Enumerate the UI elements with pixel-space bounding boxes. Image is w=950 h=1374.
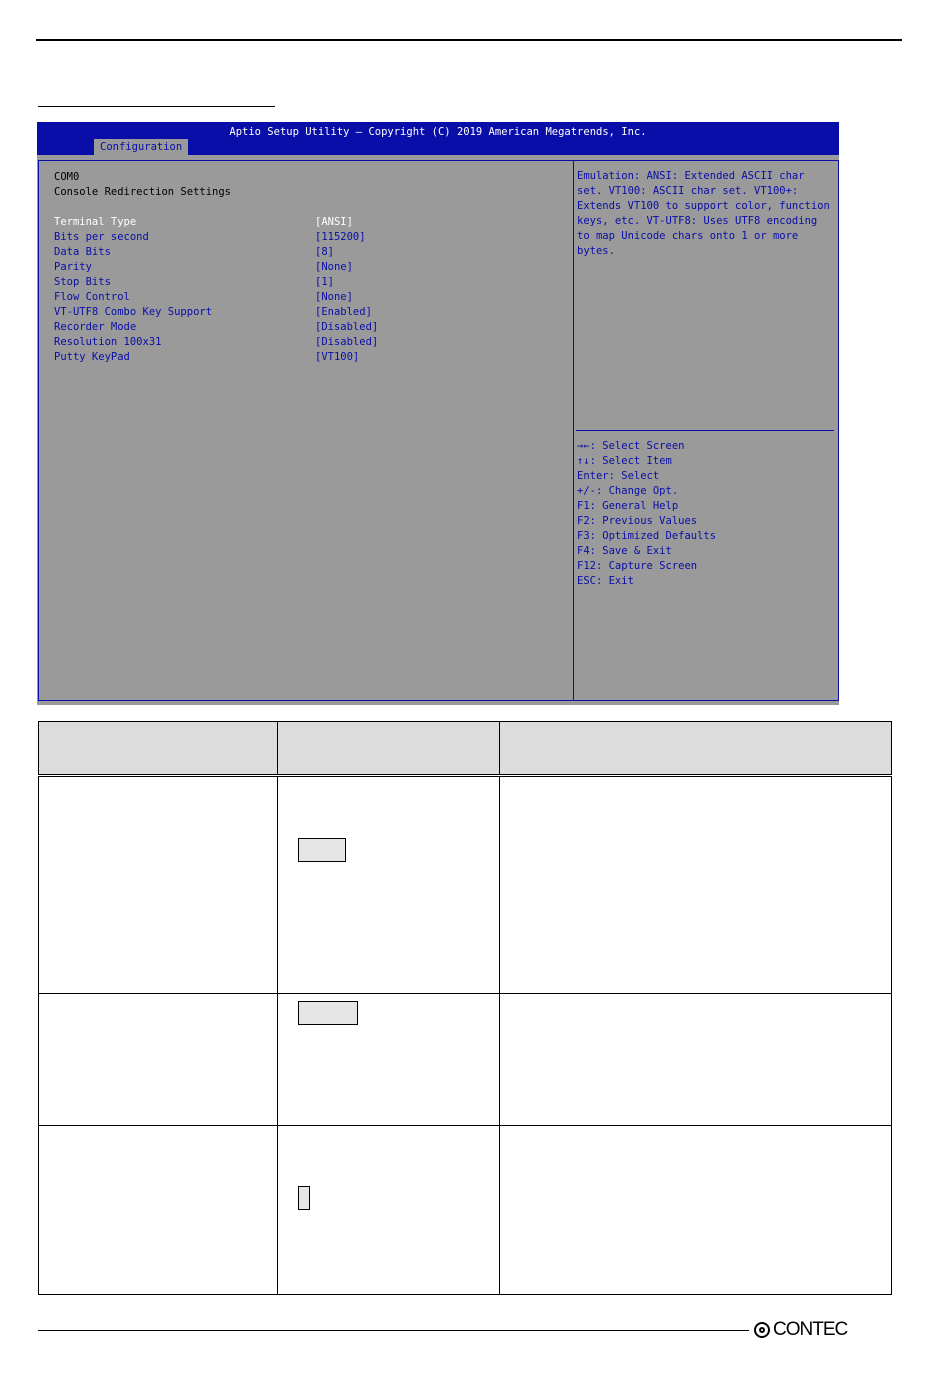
- help-divider: [576, 430, 834, 431]
- key-help-f2: F2: Previous Values: [577, 515, 698, 527]
- setting-vt-utf8-combo-key-label[interactable]: VT-UTF8 Combo Key Support: [54, 306, 213, 318]
- table-cell: [39, 1126, 278, 1295]
- setting-vt-utf8-combo-key-value[interactable]: [Enabled]: [315, 306, 372, 318]
- key-help-f12: F12: Capture Screen: [577, 560, 698, 572]
- setting-terminal-type-value[interactable]: [ANSI]: [315, 216, 353, 228]
- heading-underline: [38, 106, 275, 107]
- key-help-select-screen: →←: Select Screen: [577, 440, 685, 452]
- table-cell: [500, 776, 892, 994]
- table-cell: [500, 994, 892, 1126]
- table-header-row: [39, 722, 892, 776]
- key-image-box: [298, 1186, 310, 1210]
- top-rule: [36, 39, 902, 41]
- key-image-box: [298, 838, 346, 862]
- setting-putty-keypad-label[interactable]: Putty KeyPad: [54, 351, 130, 363]
- key-help-f3: F3: Optimized Defaults: [577, 530, 717, 542]
- setting-stop-bits-label[interactable]: Stop Bits: [54, 276, 111, 288]
- bios-header: [37, 122, 839, 155]
- contec-brand: CONTEC: [773, 1319, 848, 1340]
- setting-recorder-mode-value[interactable]: [Disabled]: [315, 321, 379, 333]
- table-cell: [39, 994, 278, 1126]
- table-header-cell: [278, 722, 500, 776]
- contec-logo: [754, 1318, 847, 1342]
- setting-resolution-label[interactable]: Resolution 100x31: [54, 336, 162, 348]
- subsection-title: Console Redirection Settings: [54, 186, 232, 198]
- table-header-cell: [500, 722, 892, 776]
- setting-bits-per-second-value[interactable]: [115200]: [315, 231, 366, 243]
- settings-description-table: [38, 721, 892, 1295]
- setting-data-bits-value[interactable]: [8]: [315, 246, 334, 258]
- bios-title: Aptio Setup Utility – Copyright (C) 2019 American Megatrends, Inc.: [229, 126, 647, 138]
- setting-stop-bits-value[interactable]: [1]: [315, 276, 334, 288]
- section-title: COM0: [54, 171, 80, 183]
- tab-configuration[interactable]: Configuration: [94, 139, 188, 155]
- table-cell: [278, 776, 500, 994]
- contec-mark-icon: [754, 1322, 770, 1338]
- table-cell: [278, 1126, 500, 1295]
- table-row: [39, 776, 892, 994]
- setting-data-bits-label[interactable]: Data Bits: [54, 246, 111, 258]
- setting-putty-keypad-value[interactable]: [VT100]: [315, 351, 360, 363]
- table-header-cell: [39, 722, 278, 776]
- table-row: [39, 994, 892, 1126]
- setting-parity-value[interactable]: [None]: [315, 261, 353, 273]
- key-image-box: [298, 1001, 358, 1025]
- setting-bits-per-second-label[interactable]: Bits per second: [54, 231, 149, 243]
- key-help-esc: ESC: Exit: [577, 575, 634, 587]
- key-help-enter: Enter: Select: [577, 470, 660, 482]
- footer-rule: [38, 1330, 749, 1331]
- table-cell: [278, 994, 500, 1126]
- table-cell: [500, 1126, 892, 1295]
- setting-flow-control-value[interactable]: [None]: [315, 291, 353, 303]
- key-help-change-opt: +/-: Change Opt.: [577, 485, 679, 497]
- help-text: Emulation: ANSI: Extended ASCII char set. VT100: ASCII char set. VT100+: Extends VT100 to support color, function keys, etc. VT-UTF8: Uses UTF8 encoding to map Unicode chars onto 1 or more bytes.: [577, 170, 830, 257]
- setting-recorder-mode-label[interactable]: Recorder Mode: [54, 321, 137, 333]
- key-help-f4: F4: Save & Exit: [577, 545, 672, 557]
- table-row: [39, 1126, 892, 1295]
- setting-parity-label[interactable]: Parity: [54, 261, 92, 273]
- key-help-f1: F1: General Help: [577, 500, 679, 512]
- setting-terminal-type-label[interactable]: Terminal Type: [54, 216, 137, 228]
- setting-resolution-value[interactable]: [Disabled]: [315, 336, 379, 348]
- bios-screenshot: [37, 122, 839, 705]
- key-help-select-item: ↑↓: Select Item: [577, 455, 672, 467]
- setting-flow-control-label[interactable]: Flow Control: [54, 291, 130, 303]
- table-cell: [39, 776, 278, 994]
